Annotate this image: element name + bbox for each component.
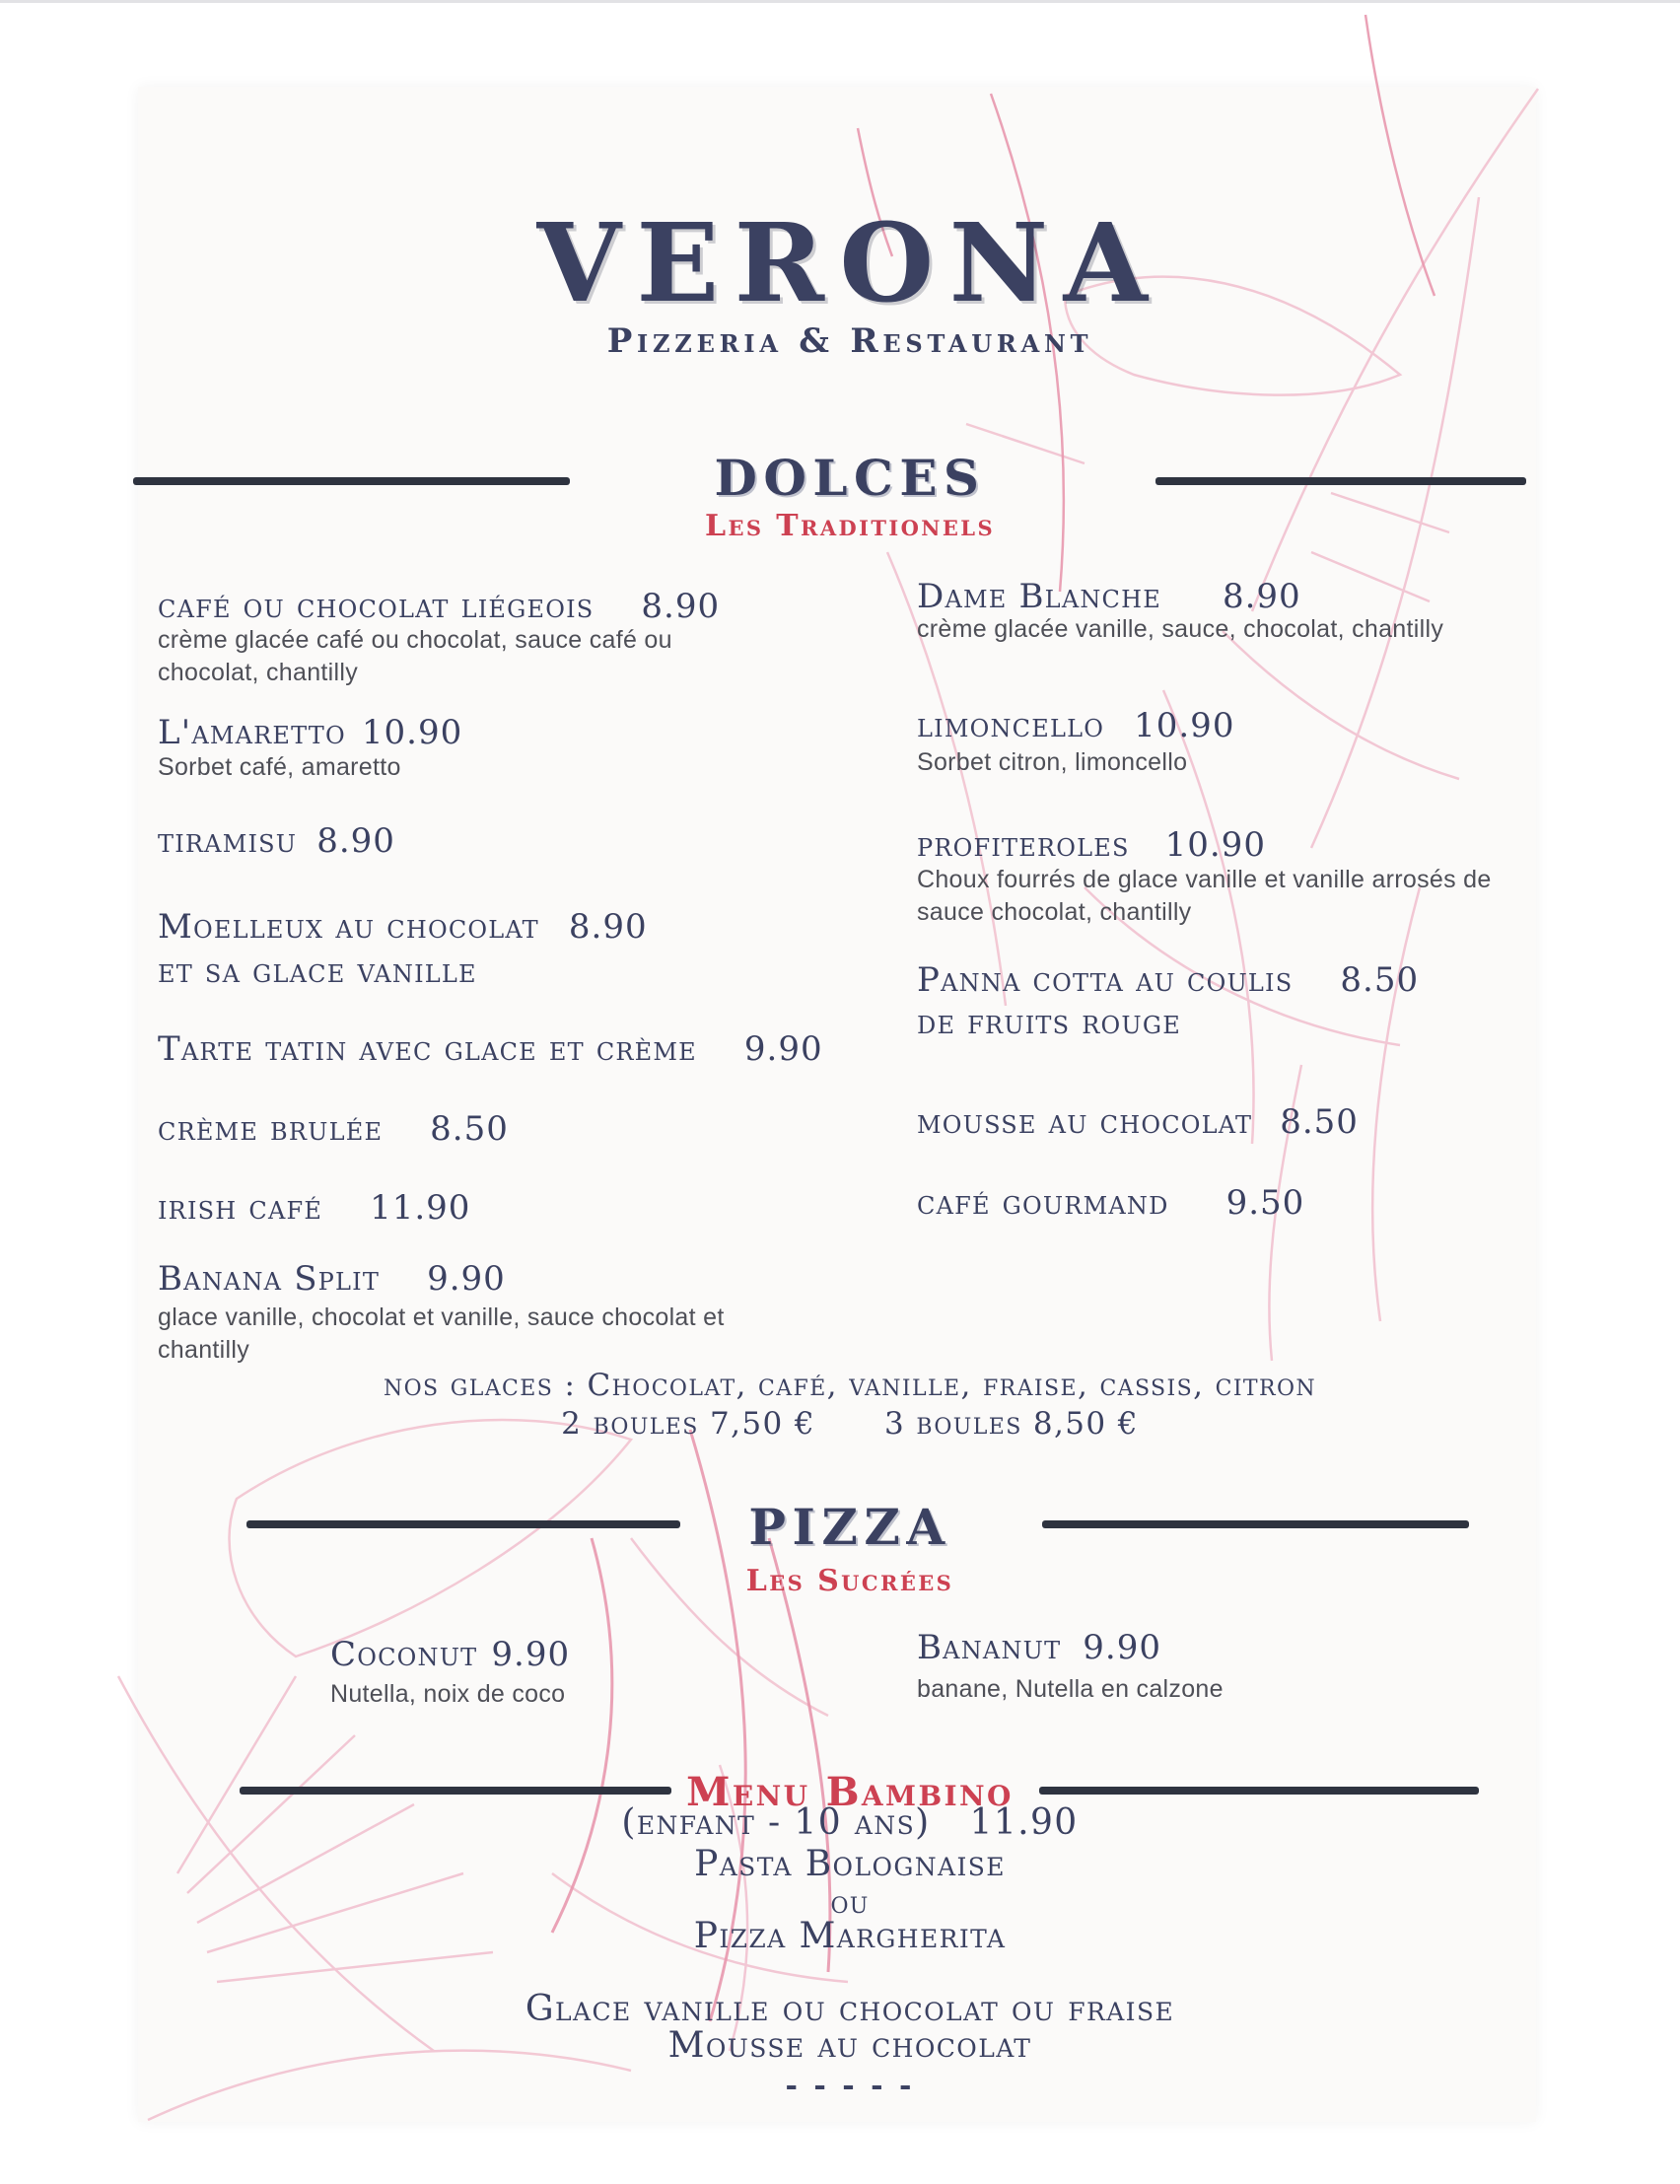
menu-item-limoncello: [917, 705, 1234, 747]
item-name: Panna cotta au coulis: [917, 960, 1294, 1000]
menu-item-profiteroles: [917, 824, 1266, 867]
item-name-line2: et sa glace vanille: [158, 951, 477, 991]
item-desc: banane, Nutella en calzone: [917, 1675, 1224, 1703]
brand-tagline: Pizzeria & Restaurant: [606, 321, 1093, 361]
item-name: irish café: [158, 1188, 323, 1228]
item-name: Tarte tatin avec glace et crème: [158, 1029, 697, 1069]
item-name: L'amaretto: [158, 713, 346, 752]
item-desc: Sorbet café, amaretto: [158, 753, 401, 781]
bottom-divider-dashes: - - - - -: [785, 2069, 915, 2103]
bambino-price: 11.90: [969, 1802, 1079, 1843]
item-name: tiramisu: [158, 821, 298, 861]
item-price: 9.50: [1225, 1183, 1305, 1223]
dolces-section-title: DOLCES: [714, 449, 986, 507]
item-name: café gourmand: [917, 1183, 1169, 1223]
menu-item-cafe-liegeois: [158, 586, 720, 628]
menu-item-moelleux: [158, 906, 648, 949]
menu-item-creme-brulee: [158, 1108, 509, 1151]
item-price: 9.90: [491, 1635, 571, 1674]
brand-logo: VERONA: [536, 199, 1163, 326]
menu-item-tiramisu: [158, 820, 395, 863]
menu-item-bananut: [917, 1627, 1161, 1669]
item-name: mousse au chocolat: [917, 1102, 1253, 1142]
item-price: 9.90: [743, 1029, 823, 1069]
item-name: crème brulée: [158, 1109, 384, 1149]
item-price: 8.50: [1280, 1102, 1359, 1142]
item-price: 8.90: [568, 907, 648, 947]
menu-item-banana-split: [158, 1258, 506, 1301]
item-desc: crème glacée vanille, sauce, chocolat, chantilly: [917, 615, 1444, 643]
item-price: 9.90: [1083, 1628, 1161, 1667]
bambino-dessert-mousse: Mousse au chocolat: [667, 2025, 1032, 2066]
item-name: café ou chocolat liégeois: [158, 587, 595, 626]
bambino-dessert-glace: Glace vanille ou chocolat ou fraise: [525, 1989, 1175, 2029]
bambino-age-label: (enfant - 10 ans): [621, 1802, 931, 1843]
item-price: 10.90: [1164, 825, 1266, 865]
item-price: 8.90: [641, 587, 721, 626]
item-price: 8.90: [1222, 577, 1301, 616]
item-price: 10.90: [1134, 706, 1235, 745]
pizza-section-subtitle: Les Sucrées: [745, 1564, 954, 1598]
glaces-3-boules: 3 boules 8,50 €: [884, 1406, 1139, 1442]
menu-item-mousse-chocolat: [917, 1101, 1359, 1144]
item-name: limoncello: [917, 706, 1105, 745]
dolces-section-subtitle: Les Traditionels: [704, 509, 996, 543]
item-price: 11.90: [370, 1188, 471, 1228]
menu-item-panna-cotta: [917, 959, 1419, 1002]
glaces-2-boules: 2 boules 7,50 €: [561, 1406, 815, 1442]
item-name: Banana Split: [158, 1259, 381, 1299]
menu-item-cafe-gourmand: [917, 1182, 1304, 1225]
glaces-flavors-line: nos glaces : Chocolat, café, vanille, fraise, cassis, citron: [383, 1368, 1317, 1403]
bambino-choice-pasta: Pasta Bolognaise: [694, 1844, 1006, 1884]
item-price: 8.50: [1340, 960, 1420, 1000]
item-name: profiteroles: [917, 825, 1130, 865]
item-name-line2: de fruits rouge: [917, 1003, 1181, 1042]
menu-item-irish-cafe: [158, 1187, 470, 1230]
pizza-section-title: PIZZA: [748, 1498, 951, 1556]
item-desc: crème glacée café ou chocolat, sauce café ou chocolat, chantilly: [158, 626, 672, 686]
item-desc: glace vanille, chocolat et vanille, sauce chocolat et chantilly: [158, 1303, 725, 1364]
item-name: Moelleux au chocolat: [158, 907, 539, 947]
menu-item-amaretto: [158, 712, 462, 754]
menu-item-dame-blanche: [917, 576, 1301, 618]
item-name: Dame Blanche: [917, 577, 1161, 616]
item-price: 8.90: [316, 821, 395, 861]
item-desc: Choux fourrés de glace vanille et vanille arrosés de sauce chocolat, chantilly: [917, 866, 1492, 926]
item-name: Coconut: [330, 1635, 478, 1674]
photo-top-edge: [0, 0, 1680, 3]
glaces-prices-line: [10, 1406, 1680, 1443]
bambino-age-price-line: [10, 1801, 1680, 1844]
bambino-or-label: ou: [830, 1883, 870, 1921]
menu-item-tarte-tatin: [158, 1028, 823, 1071]
item-price: 10.90: [361, 713, 463, 752]
item-price: 8.50: [430, 1109, 509, 1149]
item-name: Bananut: [917, 1628, 1062, 1667]
item-desc: Sorbet citron, limoncello: [917, 748, 1188, 776]
item-desc: Nutella, noix de coco: [330, 1680, 566, 1708]
bambino-section-title: Menu Bambino: [686, 1769, 1014, 1815]
item-price: 9.90: [427, 1259, 506, 1299]
bambino-choice-pizza: Pizza Margherita: [693, 1916, 1007, 1956]
menu-item-coconut: [330, 1634, 570, 1676]
